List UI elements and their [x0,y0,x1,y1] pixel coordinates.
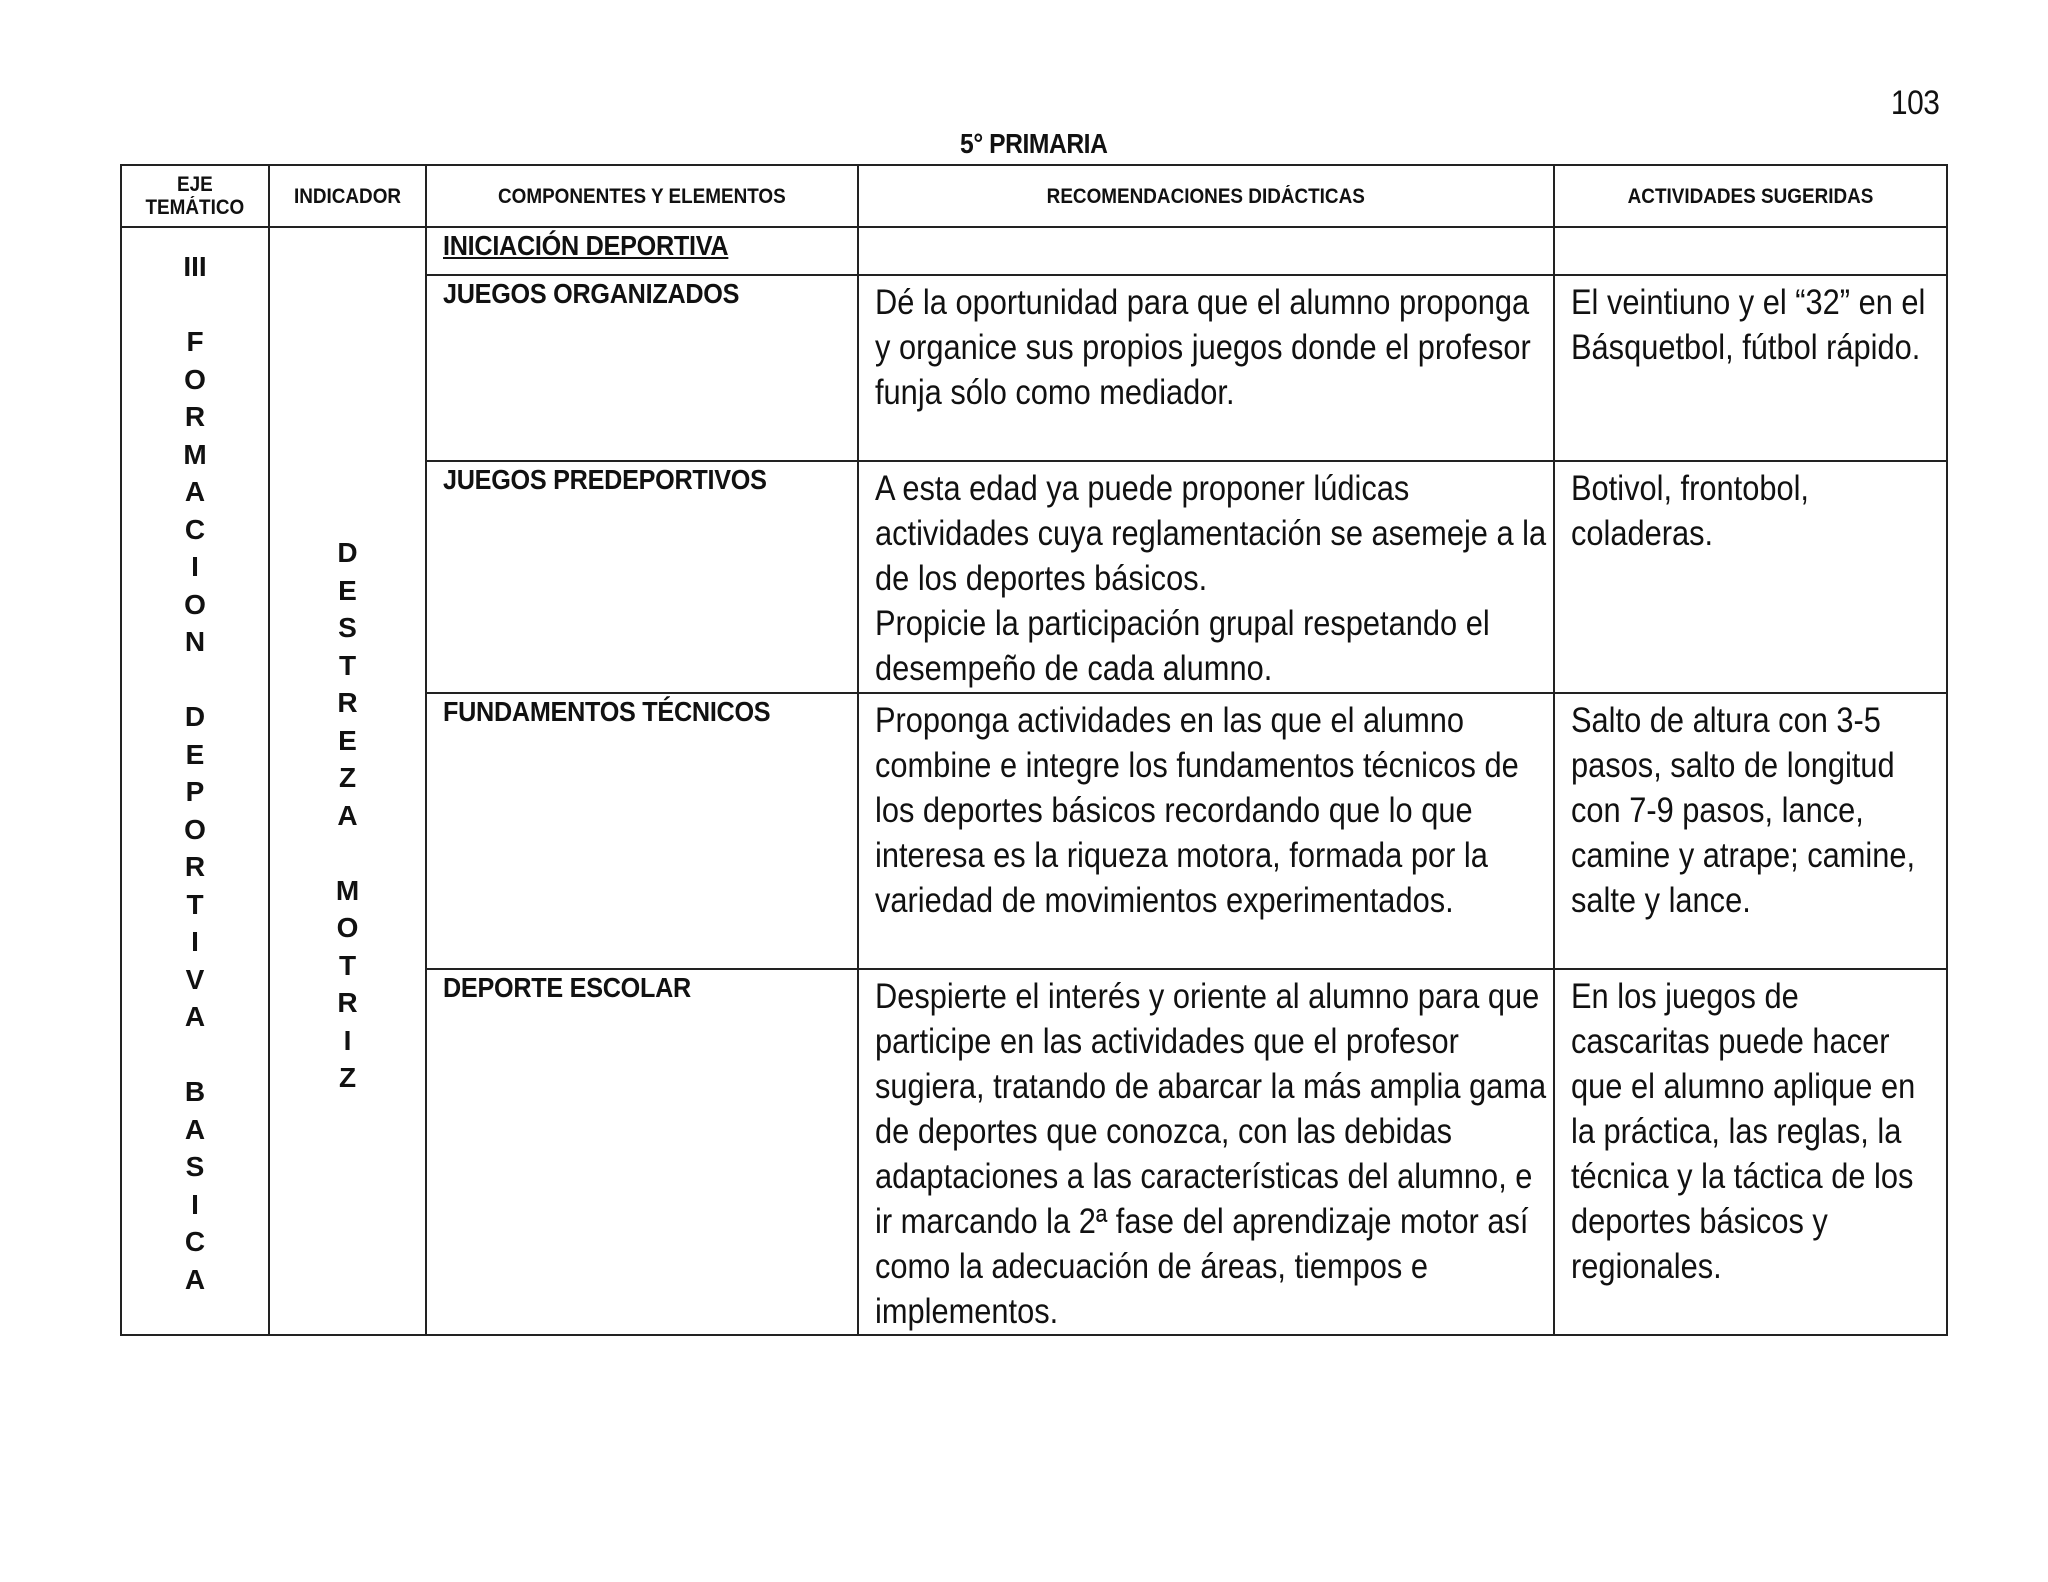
vertical-letter: E [338,574,357,606]
vertical-letter: D [337,537,358,568]
page-heading-text: 5° PRIMARIA [960,128,1108,159]
vertical-letter: D [184,701,206,732]
vertical-gap [122,661,268,699]
recomendacion-cell: Proponga actividades en las que el alumno combine e integre los fundamentos técnicos de los deportes básicos recordando que lo que interesa es la riqueza motora, formada por la variedad de movimientos experimentados. [858,693,1554,969]
actividad-cell: Salto de altura con 3-5 pasos, salto de longitud con 7-9 pasos, lance, camine y atrape; camine, salte y lance. [1554,693,1947,969]
vertical-gap [122,1036,268,1074]
vertical-letter: C [184,513,206,545]
vertical-letter: O [184,588,206,620]
header-actividades: ACTIVIDADES SUGERIDAS [1554,165,1947,227]
vertical-letter: I [191,551,199,582]
vertical-letter: F [186,326,204,357]
vertical-letter: V [185,963,205,995]
vertical-letter: S [338,612,357,643]
vertical-letter: R [337,687,358,718]
header-eje-line2: TEMÁTICO [145,196,245,219]
vertical-letter: O [184,813,206,845]
vertical-letter: I [191,926,199,957]
vertical-letter: I [343,1024,352,1056]
vertical-letter: A [184,476,206,507]
vertical-letter: E [338,724,357,756]
vertical-letter: A [184,1001,206,1032]
actividad-cell: El veintiuno y el “32” en el Básquetbol, fútbol rápido. [1554,275,1947,461]
vertical-letter: M [183,438,207,470]
vertical-letter: B [184,1076,206,1107]
table-header-row [121,165,1947,227]
recomendacion-cell: Dé la oportunidad para que el alumno proponga y organice sus propios juegos donde el profesor funja sólo como mediador. [858,275,1554,461]
vertical-letter: T [338,649,357,681]
recomendacion-cell: Despierte el interés y oriente al alumno para que participe en las actividades que el profesor sugiera, tratando de abarcar la más amplia gama de deportes que conozca, con las debidas adaptaciones a las características del alumno, e ir marcando la 2ª fase del aprendizaje motor así como la adecuación de áreas, tiempos e implementos. [858,969,1554,1335]
section-title: INICIACIÓN DEPORTIVA [443,230,729,261]
vertical-letter: R [184,851,206,882]
vertical-letter: T [186,888,204,920]
header-eje-line1: EJE [177,173,213,196]
vertical-letter: O [336,912,359,943]
vertical-letter: R [337,987,358,1018]
componente-cell: DEPORTE ESCOLAR [426,969,858,1335]
recomendacion-cell: A esta edad ya puede proponer lúdicas actividades cuya reglamentación se asemeje a la de los deportes básicos. Propicie la participación grupal respetando el desempeño de cada alumno. [858,461,1554,693]
vertical-letter: N [184,626,206,657]
empty-cell [858,227,1554,275]
page-number: 103 [1890,84,1940,122]
indicador-vertical-text [270,534,425,1097]
vertical-letter: A [184,1113,206,1145]
componente-cell: JUEGOS PREDEPORTIVOS [426,461,858,693]
vertical-letter: E [185,738,205,770]
vertical-letter: O [184,363,206,395]
section-title-cell [426,227,858,275]
header-componentes: COMPONENTES Y ELEMENTOS [426,165,858,227]
componente-cell: FUNDAMENTOS TÉCNICOS [426,693,858,969]
table-row [121,227,1947,275]
header-indicador: INDICADOR [269,165,426,227]
indicador-cell [269,227,426,1335]
actividad-cell: Botivol, frontobol, coladeras. [1554,461,1947,693]
vertical-letter: M [335,874,360,906]
vertical-letter: T [338,949,357,981]
vertical-letter: I [191,1188,199,1220]
header-eje-tematico [121,165,269,227]
curriculum-table [120,164,1948,1336]
header-recomendaciones: RECOMENDACIONES DIDÁCTICAS [858,165,1554,227]
vertical-letter: P [185,776,205,807]
vertical-letter: C [184,1226,206,1257]
vertical-letter: S [185,1151,205,1182]
eje-number: III [183,251,207,282]
vertical-letter: Z [338,762,357,793]
empty-cell [1554,227,1947,275]
vertical-letter: A [337,799,358,831]
actividad-cell: En los juegos de cascaritas puede hacer que el alumno aplique en la práctica, las reglas, la técnica y la táctica de los deportes básicos y regionales. [1554,969,1947,1335]
page-heading [0,128,2048,160]
vertical-letter: A [184,1263,206,1295]
vertical-letter: R [184,401,206,432]
componente-cell: JUEGOS ORGANIZADOS [426,275,858,461]
eje-tematico-cell [121,227,269,1335]
vertical-gap [270,834,425,872]
eje-tematico-vertical-text [122,323,268,1298]
vertical-letter: Z [338,1062,357,1093]
